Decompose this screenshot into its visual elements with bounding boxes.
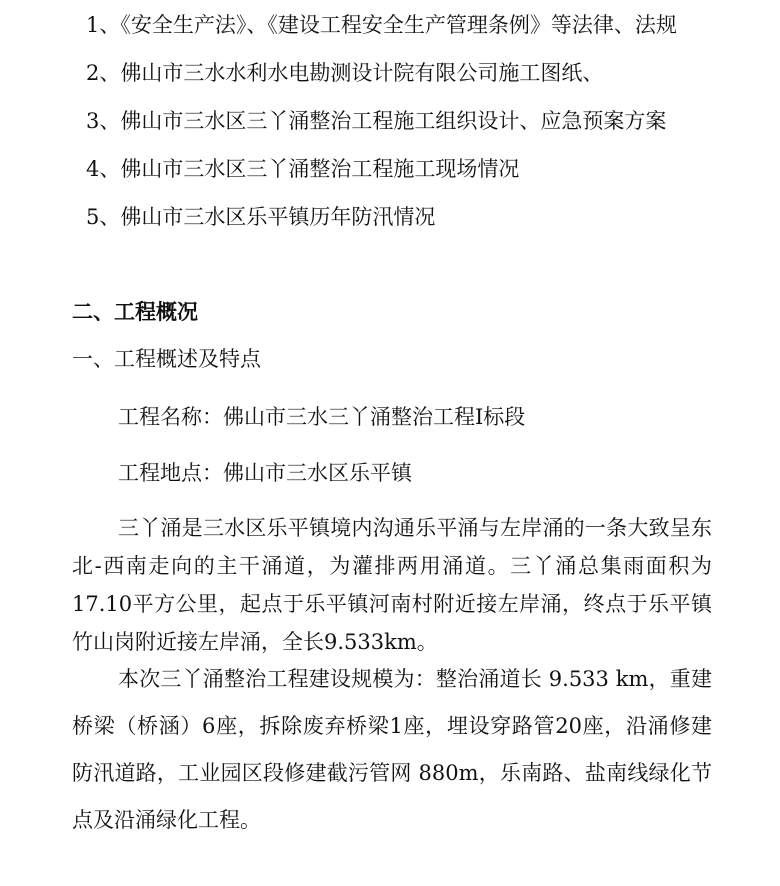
project-location: 工程地点：佛山市三水区乐平镇 [118, 461, 412, 485]
paragraph-overview: 三丫涌是三水区乐平镇境内沟通乐平涌与左岸涌的一条大致呈东北-西南走向的主干涌道，为灌排两用涌道。三丫涌总集雨面积为17.10平方公里，起点于乐平镇河南村附近接左岸涌，终点于乐平镇竹山岗附近接左岸涌，全长9.533km。 [72, 516, 712, 654]
paragraph-scope: 本次三丫涌整治工程建设规模为：整治涌道长 9.533 km，重建桥梁（桥涵）6座，拆除废弃桥梁1座，埋设穿路管20座，沿涌修建防汛道路，工业园区段修建截污管网 880m，乐南路、盐南线绿化节点及沿涌绿化工程。 [72, 667, 712, 832]
reference-item-1: 1、《安全生产法》、《建设工程安全生产管理条例》等法律、法规 [86, 13, 677, 37]
reference-item-5: 5、佛山市三水区乐平镇历年防汛情况 [86, 205, 436, 229]
section-heading: 二、工程概况 [72, 299, 198, 324]
reference-item-3: 3、佛山市三水区三丫涌整治工程施工组织设计、应急预案方案 [86, 109, 667, 133]
subsection-heading: 一、工程概述及特点 [72, 347, 261, 371]
reference-item-2: 2、佛山市三水水利水电勘测设计院有限公司施工图纸、 [86, 61, 604, 85]
reference-item-4: 4、佛山市三水区三丫涌整治工程施工现场情况 [86, 157, 520, 181]
project-name: 工程名称：佛山市三水三丫涌整治工程Ⅰ标段 [118, 405, 526, 429]
